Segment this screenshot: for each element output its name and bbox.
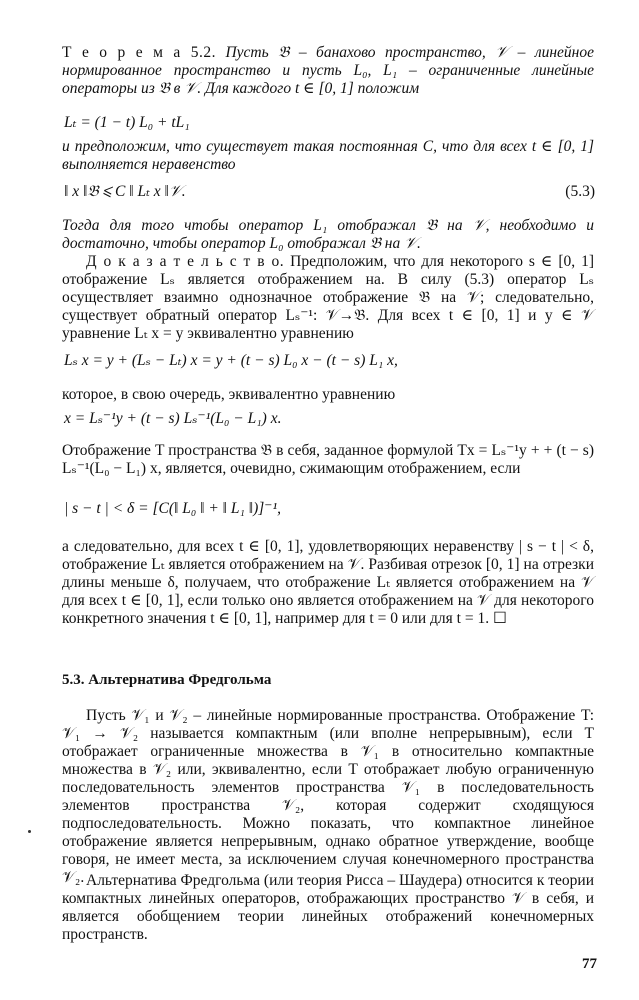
- formula-5-3: ‖ x ‖𝔅 ⩽ C ‖ Lₜ x ‖𝒱.: [64, 183, 186, 200]
- proof-paragraph-4: а следовательно, для всех t ∈ [0, 1], удовлетворяющих неравенству | s − t | < δ, отображение Lₜ является отображением на 𝒱. Разбивая отрезок [0, 1] на отрезки длины меньше δ, получаем, что отображение Lₜ является отображением на 𝒱 для всех t ∈ [0, 1], если только оно является отображением на 𝒱 для некоторого конкретного значения t ∈ [0, 1], например для t = 0 или для t = 1. ☐: [62, 538, 594, 627]
- theorem-assumption: и предположим, что существует такая постоянная C, что для всех t ∈ [0, 1] выполняется неравенство: [62, 138, 594, 173]
- formula-delta: | s − t | < δ = [C(‖ L₀ ‖ + ‖ L₁ ‖)]⁻¹,: [64, 500, 282, 517]
- theorem-text: Пусть 𝔅 – банахово пространство, 𝒱 – линейное нормированное пространство и пусть L₀, L₁ – ограниченные линейные операторы из 𝔅 в 𝒱. Для каждого t ∈ [0, 1] положим: [62, 44, 595, 97]
- formula-ls: Lₛ x = y + (Lₛ − Lₜ) x = y + (t − s) L₀ x − (t − s) L₁ x,: [64, 352, 398, 369]
- equation-number: (5.3): [565, 183, 595, 200]
- section-heading: 5.3. Альтернатива Фредгольма: [62, 672, 272, 688]
- page-number: 77: [582, 956, 597, 972]
- theorem-conclusion: Тогда для того чтобы оператор L₁ отображал 𝔅 на 𝒱, необходимо и достаточно, чтобы оператор L₀ отображал 𝔅 на 𝒱.: [62, 217, 594, 252]
- proof-paragraph-3: Отображение T пространства 𝔅 в себя, заданное формулой Tx = Lₛ⁻¹y + + (t − s) Lₛ⁻¹(L₀ − L₁) x, является, очевидно, сжимающим отображением, если: [62, 442, 594, 477]
- proof-paragraph-1: [62, 253, 594, 343]
- theorem-statement: [62, 44, 594, 98]
- section-paragraph-1: Пусть 𝒱₁ и 𝒱₂ – линейные нормированные пространства. Отображение T: 𝒱₁ → 𝒱₂ называется компактным (или вполне непрерывным), если T отображает ограниченные множества в 𝒱₁ в относительно компактные множества в 𝒱₂ или, эквивалентно, если T отображает любую ограниченную последовательность элементов пространства 𝒱₁ в последовательность элементов пространства 𝒱₂, которая содержит сходящуюся подпоследовательность. Можно показать, что компактное линейное отображение является непрерывным, однако обратное утверждение, вообще говоря, не имеет места, за исключением случая конечномерного пространства 𝒱₂.: [62, 707, 594, 886]
- formula-lt: Lₜ = (1 − t) L₀ + tL₁: [64, 114, 190, 131]
- print-speck: [28, 830, 31, 833]
- proof-label: Д о к а з а т е л ь с т в о.: [86, 253, 285, 270]
- formula-x: x = Lₛ⁻¹y + (t − s) Lₛ⁻¹(L₀ − L₁) x.: [64, 410, 282, 427]
- proof-paragraph-2: которое, в свою очередь, эквивалентно уравнению: [62, 386, 396, 403]
- theorem-label: Т е о р е м а 5.2.: [62, 44, 216, 61]
- proof-text-1: Предположим, что для некоторого s ∈ [0, 1] отображение Lₛ является отображением на. В силу (5.3) оператор Lₛ осуществляет взаимно однозначное отображение 𝔅 на 𝒱; следовательно, существует обратный оператор Lₛ⁻¹: 𝒱→𝔅. Для всех t ∈ [0, 1] и y ∈ 𝒱 уравнение Lₜ x = y эквивалентно уравнению: [62, 253, 594, 342]
- section-paragraph-2: Альтернатива Фредгольма (или теория Рисса – Шаудера) относится к теории компактных линейных операторов, отображающих пространство 𝒱 в себя, и является обобщением теории линейных отображений конечномерных пространств.: [62, 872, 594, 943]
